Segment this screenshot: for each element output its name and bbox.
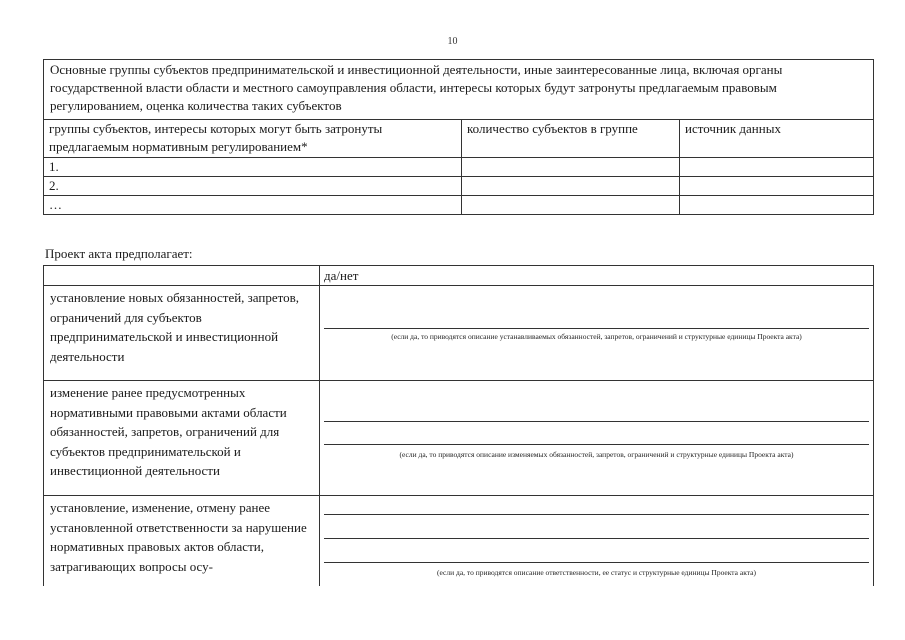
- subject-groups-table: [43, 59, 874, 215]
- answer-line: [324, 562, 869, 563]
- table-cell-empty: [462, 158, 680, 177]
- column-header-groups: группы субъектов, интересы которых могут быть затронуты предлагаемым нормативным регулированием*: [44, 120, 462, 158]
- act-provisions-table: [43, 265, 874, 586]
- answer-line: [324, 328, 869, 329]
- provision-label: установление, изменение, отмену ранее установленной ответственности за нарушение нормативных правовых актов области, затрагивающих вопросы осу-: [44, 496, 320, 586]
- groups-table-heading: Основные группы субъектов предпринимательской и инвестиционной деятельности, иные заинтересованные лица, включая органы государственной власти области и местного самоуправления области, интересы которых будут затронуты предлагаемым правовым регулированием, оценка количества таких субъектов: [44, 60, 874, 120]
- page-number: 10: [447, 36, 458, 47]
- answer-line: [324, 538, 869, 539]
- table-cell-empty: [680, 196, 874, 215]
- provision-label: изменение ранее предусмотренных нормативными правовыми актами области обязанностей, запретов, ограничений для субъектов предпринимательской и инвестиционной деятельности: [44, 381, 320, 496]
- answer-hint: (если да, то приводятся описание устанавливаемых обязанностей, запретов, ограничений и структурные единицы Проекта акта): [391, 332, 802, 341]
- answer-field[interactable]: [320, 286, 874, 381]
- answer-line: [324, 421, 869, 422]
- answer-column-header: да/нет: [320, 266, 874, 286]
- table-cell-empty: [462, 196, 680, 215]
- answer-line: [324, 514, 869, 515]
- column-header-source: источник данных: [680, 120, 874, 158]
- answer-hint: (если да, то приводятся описание ответственности, ее статус и структурные единицы Проекта акта): [437, 568, 756, 577]
- table-row-number: 2.: [44, 177, 462, 196]
- answer-field[interactable]: [320, 496, 874, 586]
- table-row-number: …: [44, 196, 462, 215]
- table-row-number: 1.: [44, 158, 462, 177]
- answer-hint: (если да, то приводятся описание изменяемых обязанностей, запретов, ограничений и структурные единицы Проекта акта): [399, 450, 794, 459]
- answer-field[interactable]: [320, 381, 874, 496]
- table-cell-empty: [462, 177, 680, 196]
- provision-label: установление новых обязанностей, запретов, ограничений для субъектов предпринимательской и инвестиционной деятельности: [44, 286, 320, 381]
- table-cell-empty: [680, 158, 874, 177]
- answer-line: [324, 444, 869, 445]
- table-cell-empty: [680, 177, 874, 196]
- section-heading: Проект акта предполагает:: [45, 246, 193, 261]
- header-empty-cell: [44, 266, 320, 286]
- column-header-count: количество субъектов в группе: [462, 120, 680, 158]
